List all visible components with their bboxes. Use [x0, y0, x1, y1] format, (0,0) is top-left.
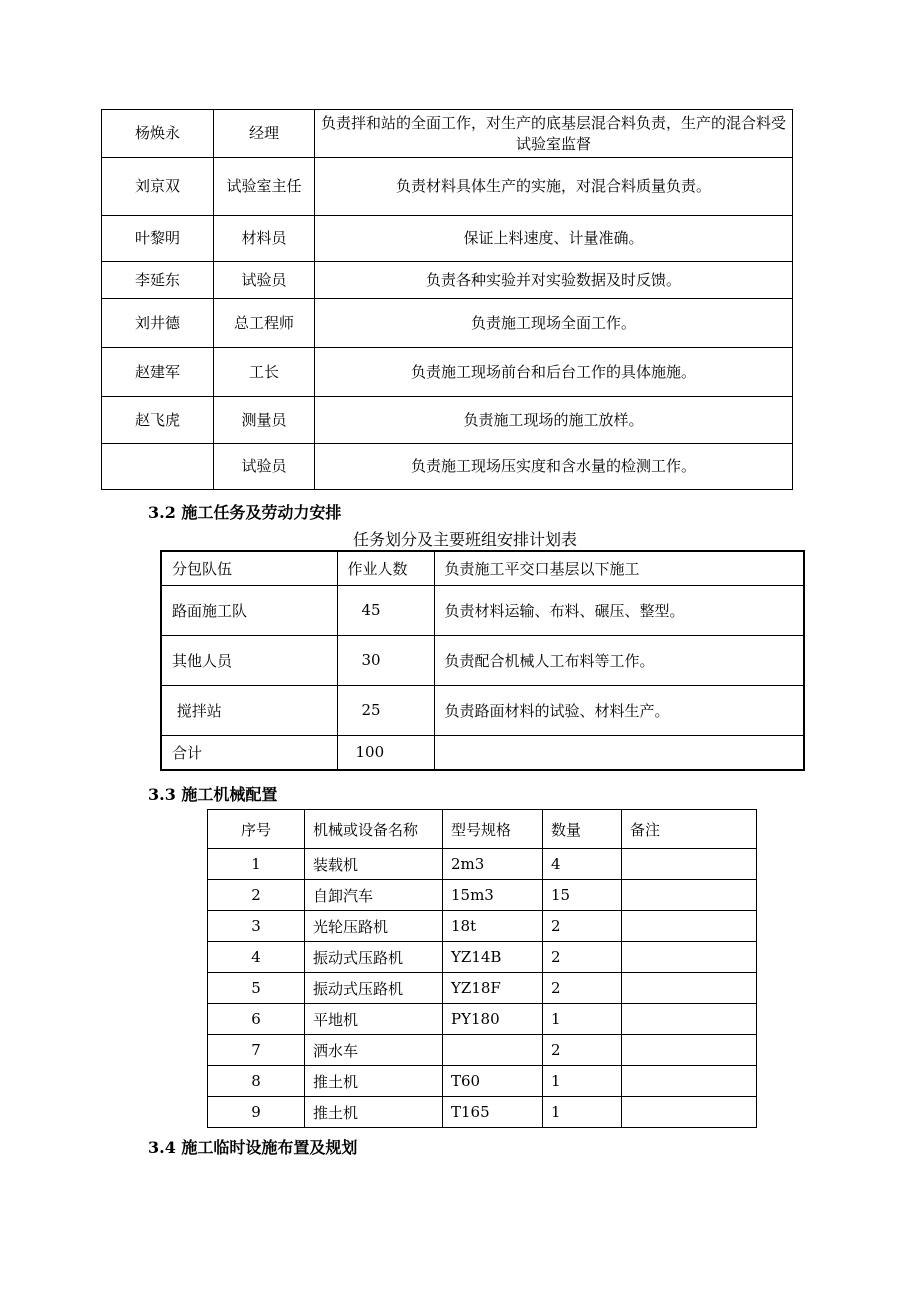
machine-qty: 1 [543, 1097, 622, 1128]
table-row [208, 911, 757, 942]
column-header: 作业人数 [337, 551, 434, 585]
machine-note [622, 911, 757, 942]
machine-note [622, 942, 757, 973]
person-duty: 负责施工现场全面工作。 [315, 299, 793, 348]
machine-qty: 15 [543, 880, 622, 911]
table-row [161, 585, 804, 635]
table-row [208, 1066, 757, 1097]
person-title: 试验员 [214, 444, 315, 490]
table-row [102, 110, 793, 158]
table-header-row [208, 810, 757, 849]
labor-table-caption: 任务划分及主要班组安排计划表 [353, 530, 578, 549]
person-duty: 保证上料速度、计量准确。 [315, 216, 793, 262]
column-header: 数量 [543, 810, 622, 849]
table-row [208, 1035, 757, 1066]
section-3-3-heading: 3.3 施工机械配置 [148, 785, 278, 804]
person-name: 李延东 [102, 262, 214, 299]
row-number: 1 [208, 849, 305, 880]
machine-model: 15m3 [443, 880, 543, 911]
machine-qty: 2 [543, 911, 622, 942]
machine-note [622, 1004, 757, 1035]
machine-note [622, 849, 757, 880]
table-row [208, 1097, 757, 1128]
team-cell: 合计 [161, 735, 337, 770]
personnel-table [101, 109, 793, 490]
table-row [102, 262, 793, 299]
task-cell: 负责配合机械人工布料等工作。 [434, 635, 804, 685]
column-header: 负责施工平交口基层以下施工 [434, 551, 804, 585]
machine-note [622, 1097, 757, 1128]
table-row [102, 216, 793, 262]
machine-name: 振动式压路机 [305, 973, 443, 1004]
section-3-2-heading: 3.2 施工任务及劳动力安排 [148, 503, 342, 522]
person-title: 测量员 [214, 397, 315, 444]
labor-table [160, 550, 805, 771]
machine-qty: 2 [543, 1035, 622, 1066]
table-row [208, 973, 757, 1004]
machine-model: T165 [443, 1097, 543, 1128]
person-title: 经理 [214, 110, 315, 158]
person-duty: 负责施工现场的施工放样。 [315, 397, 793, 444]
person-name: 杨焕永 [102, 110, 214, 158]
machine-name: 洒水车 [305, 1035, 443, 1066]
machine-model: 2m3 [443, 849, 543, 880]
person-name [102, 444, 214, 490]
person-name: 刘井德 [102, 299, 214, 348]
row-number: 3 [208, 911, 305, 942]
person-name: 叶黎明 [102, 216, 214, 262]
machine-model: 18t [443, 911, 543, 942]
table-row [102, 348, 793, 397]
machine-qty: 4 [543, 849, 622, 880]
person-duty: 负责施工现场压实度和含水量的检测工作。 [315, 444, 793, 490]
machine-model: YZ14B [443, 942, 543, 973]
row-number: 2 [208, 880, 305, 911]
person-title: 材料员 [214, 216, 315, 262]
team-cell: 路面施工队 [161, 585, 337, 635]
table-row [161, 685, 804, 735]
table-row [208, 942, 757, 973]
column-header: 型号规格 [443, 810, 543, 849]
machine-qty: 1 [543, 1004, 622, 1035]
table-row [102, 397, 793, 444]
machine-name: 推土机 [305, 1097, 443, 1128]
machine-model: T60 [443, 1066, 543, 1097]
person-name: 刘京双 [102, 158, 214, 216]
row-number: 7 [208, 1035, 305, 1066]
machine-name: 推土机 [305, 1066, 443, 1097]
table-row [161, 635, 804, 685]
machine-note [622, 880, 757, 911]
table-row [102, 444, 793, 490]
person-duty: 负责各种实验并对实验数据及时反馈。 [315, 262, 793, 299]
table-row [161, 735, 804, 770]
table-row [208, 880, 757, 911]
column-header: 备注 [622, 810, 757, 849]
machine-qty: 1 [543, 1066, 622, 1097]
table-header-row [161, 551, 804, 585]
machinery-table [207, 809, 757, 1128]
team-cell: 搅拌站 [161, 685, 337, 735]
task-cell: 负责材料运输、布料、碾压、整型。 [434, 585, 804, 635]
machine-model: PY180 [443, 1004, 543, 1035]
person-duty: 负责材料具体生产的实施，对混合料质量负责。 [315, 158, 793, 216]
count-cell: 100 [337, 735, 434, 770]
table-row [102, 158, 793, 216]
column-header: 机械或设备名称 [305, 810, 443, 849]
machine-name: 光轮压路机 [305, 911, 443, 942]
count-cell: 30 [337, 635, 434, 685]
machine-qty: 2 [543, 942, 622, 973]
machine-note [622, 1035, 757, 1066]
count-cell: 45 [337, 585, 434, 635]
person-name: 赵建军 [102, 348, 214, 397]
row-number: 6 [208, 1004, 305, 1035]
task-cell: 负责路面材料的试验、材料生产。 [434, 685, 804, 735]
table-row [208, 1004, 757, 1035]
row-number: 8 [208, 1066, 305, 1097]
person-title: 总工程师 [214, 299, 315, 348]
task-cell [434, 735, 804, 770]
table-row [208, 849, 757, 880]
person-title: 试验员 [214, 262, 315, 299]
team-cell: 其他人员 [161, 635, 337, 685]
machine-name: 振动式压路机 [305, 942, 443, 973]
row-number: 5 [208, 973, 305, 1004]
row-number: 9 [208, 1097, 305, 1128]
machine-name: 装载机 [305, 849, 443, 880]
person-duty: 负责施工现场前台和后台工作的具体施施。 [315, 348, 793, 397]
person-duty: 负责拌和站的全面工作，对生产的底基层混合料负责，生产的混合料受试验室监督 [315, 110, 793, 158]
machine-note [622, 1066, 757, 1097]
machine-name: 平地机 [305, 1004, 443, 1035]
machine-qty: 2 [543, 973, 622, 1004]
column-header: 序号 [208, 810, 305, 849]
person-title: 试验室主任 [214, 158, 315, 216]
machine-note [622, 973, 757, 1004]
table-row [102, 299, 793, 348]
machine-name: 自卸汽车 [305, 880, 443, 911]
machine-model [443, 1035, 543, 1066]
row-number: 4 [208, 942, 305, 973]
person-name: 赵飞虎 [102, 397, 214, 444]
person-title: 工长 [214, 348, 315, 397]
column-header: 分包队伍 [161, 551, 337, 585]
section-3-4-heading: 3.4 施工临时设施布置及规划 [148, 1138, 358, 1157]
count-cell: 25 [337, 685, 434, 735]
machine-model: YZ18F [443, 973, 543, 1004]
